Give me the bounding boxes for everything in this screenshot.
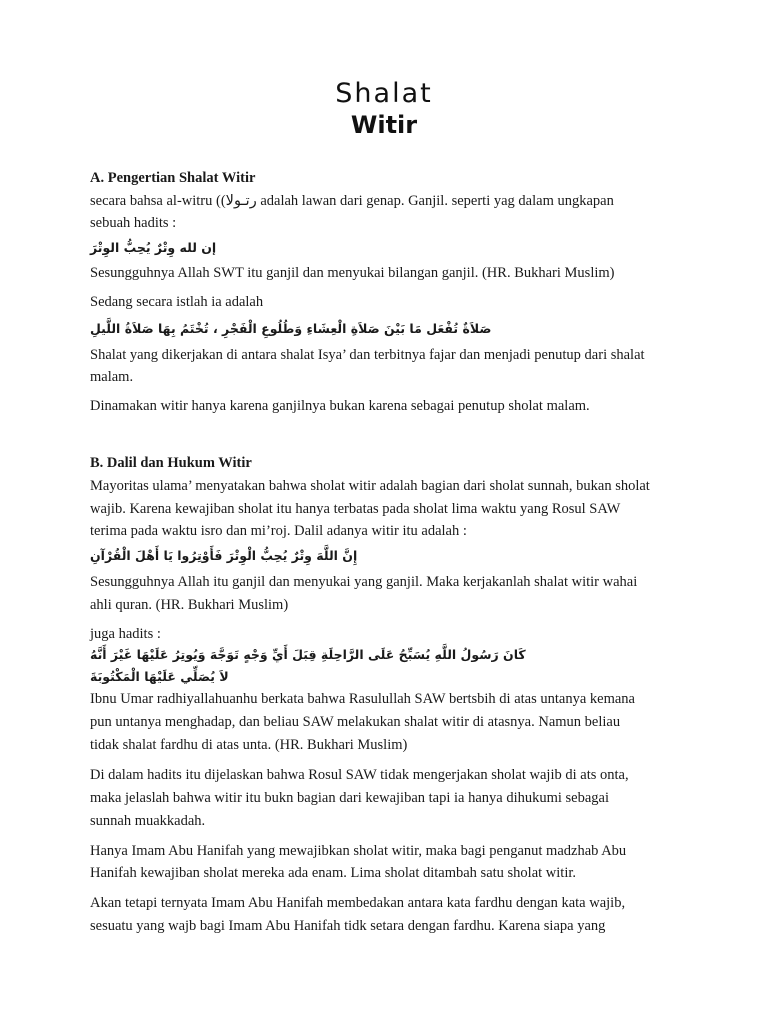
arabic-text-line: إِنَّ اللَّهَ وِتْرٌ يُحِبُّ الْوِتْرَ فَأَوْتِرُوا يَا أَهْلَ الْقُرْآنِ bbox=[90, 548, 358, 563]
arabic-text-line: إن لله وِتْرٌ يُحِبُّ الوِتْرَ bbox=[90, 240, 217, 255]
text-line: tidak shalat fardhu di atas unta. (HR. Bukhari Muslim) bbox=[90, 737, 408, 753]
section-heading: B. Dalil dan Hukum Witir bbox=[90, 455, 252, 471]
text-line: Di dalam hadits itu dijelaskan bahwa Rosul SAW tidak mengerjakan sholat wajib di ats onta, bbox=[90, 767, 629, 783]
text-line: Hanya Imam Abu Hanifah yang mewajibkan sholat witir, maka bagi penganut madzhab Abu bbox=[90, 843, 627, 859]
text-line: terima pada waktu isro dan mi’roj. Dalil adanya witir itu adalah : bbox=[90, 523, 467, 539]
arabic-text-line: صَلاَةٌ تُفْعَل مَا بَيْنَ صَلاَةِ الْعِشَاءِ وَطُلُوعِ الْفَجْرِ ، تُخْتَمُ بِهَا صَلاَةُ اللَّيلِ bbox=[90, 321, 492, 336]
title-line-2: Witir bbox=[350, 111, 418, 139]
text-line: Mayoritas ulama’ menyatakan bahwa sholat witir adalah bagian dari sholat sunnah, bukan sholat bbox=[90, 478, 650, 494]
text-line: sebuah hadits : bbox=[90, 215, 177, 231]
text-line: ahli quran. (HR. Bukhari Muslim) bbox=[90, 597, 289, 613]
text-line: wajib. Karena kewajiban sholat itu hanya terbatas pada sholat lima waktu yang Rosul SAW bbox=[90, 501, 621, 517]
text-line: Sesungguhnya Allah SWT itu ganjil dan menyukai bilangan ganjil. (HR. Bukhari Muslim) bbox=[90, 265, 615, 281]
arabic-text-line: لاَ يُصَلِّي عَلَيْهَا الْمَكْتُوبَةَ bbox=[90, 669, 229, 684]
text-line: sunnah muakkadah. bbox=[90, 813, 206, 829]
text-line: Hanifah kewajiban sholat mereka ada enam. Lima sholat ditambah satu sholat witir. bbox=[90, 865, 577, 881]
text-line: pun untanya menghadap, dan beliau SAW melakukan shalat witir di atasnya. Namun beliau bbox=[90, 714, 621, 730]
text-line: Sesungguhnya Allah itu ganjil dan menyukai yang ganjil. Maka kerjakanlah shalat witir wahai bbox=[90, 574, 638, 590]
arabic-text-line: كَانَ رَسُولُ اللَّهِ يُسَبِّحُ عَلَى الرَّاحِلَةِ قِبَلَ أَيِّ وَجْهٍ تَوَجَّهَ وَيُوتِرُ عَلَيْهَا غَيْرَ أَنَّهُ bbox=[90, 647, 526, 662]
text-line: secara bahsa al-witru ((رتـولا adalah lawan dari genap. Ganjil. seperti yag dalam ungkapan bbox=[90, 193, 614, 209]
text-line: Akan tetapi ternyata Imam Abu Hanifah membedakan antara kata fardhu dengan kata wajib, bbox=[90, 895, 626, 911]
section-heading: A. Pengertian Shalat Witir bbox=[90, 170, 256, 186]
text-line: Shalat yang dikerjakan di antara shalat Isya’ dan terbitnya fajar dan menjadi penutup dari shalat bbox=[90, 347, 645, 363]
text-line: maka jelaslah bahwa witir itu bukn bagian dari kewajiban tapi ia hanya dihukumi sebagai bbox=[90, 790, 610, 806]
text-line: Ibnu Umar radhiyallahuanhu berkata bahwa Rasulullah SAW bertsbih di atas untanya kemana bbox=[90, 691, 635, 707]
text-line: juga hadits : bbox=[90, 626, 161, 642]
text-line: Dinamakan witir hanya karena ganjilnya bukan karena sebagai penutup sholat malam. bbox=[90, 398, 590, 414]
text-line: malam. bbox=[90, 369, 134, 385]
text-line: sesuatu yang wajb bagi Imam Abu Hanifah tidk setara dengan fardhu. Karena siapa yang bbox=[90, 918, 606, 934]
title-line-1: Shalat bbox=[335, 78, 433, 109]
text-line: Sedang secara istlah ia adalah bbox=[90, 294, 264, 310]
